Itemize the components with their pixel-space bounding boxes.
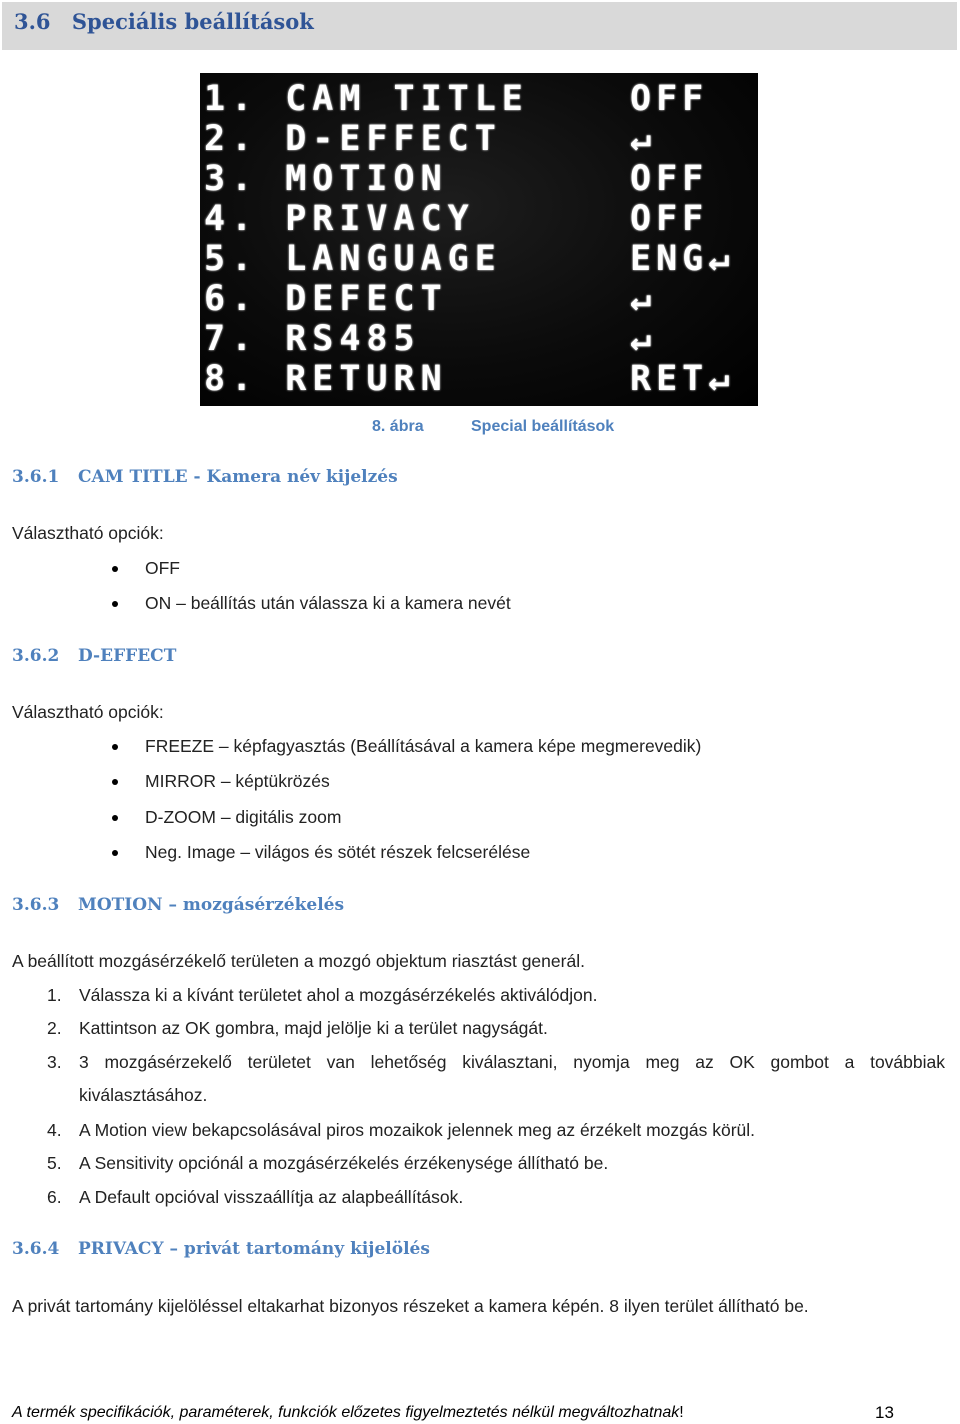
step-number: 6.	[47, 1187, 62, 1207]
osd-menu-photo	[200, 73, 758, 406]
step-number: 2.	[47, 1018, 62, 1038]
motion-intro: A beállított mozgásérzékelő területen a mozgó objektum riasztást generál.	[12, 951, 585, 971]
osd-row-label: 5. LANGUAGE	[204, 239, 502, 279]
step-text: 3 mozgásérzekelő területet van lehetőség kiválasztani, nyomja meg az OK gombot a továbbiak	[79, 1052, 945, 1072]
osd-row	[200, 359, 758, 399]
osd-row-label: 6. DEFECT	[204, 279, 448, 319]
osd-row	[200, 119, 758, 159]
subsection-number: 3.6.3	[12, 895, 60, 915]
bullet-dot	[112, 566, 118, 572]
osd-row-value: OFF	[630, 199, 709, 239]
bullet-dot	[112, 779, 118, 785]
subsection-heading	[12, 467, 398, 487]
step-text: A Motion view bekapcsolásával piros mozaikok jelennek meg az érzékelt mozgás körül.	[79, 1120, 756, 1140]
option-item: MIRROR – képtükrözés	[145, 771, 330, 791]
footer-disclaimer	[12, 1404, 684, 1422]
bullet-dot	[112, 815, 118, 821]
option-item: FREEZE – képfagyasztás (Beállításával a kamera képe megmerevedik)	[145, 736, 702, 756]
osd-row-label: 4. PRIVACY	[204, 199, 475, 239]
osd-row	[200, 79, 758, 119]
step-number: 1.	[47, 985, 62, 1005]
osd-row-value: RET↵	[630, 359, 735, 399]
osd-row-value: OFF	[630, 79, 709, 119]
osd-row-label: 7. RS485	[204, 319, 421, 359]
bullet-dot	[112, 850, 118, 856]
figure-number: 8. ábra	[372, 418, 424, 435]
osd-row-value: OFF	[630, 159, 709, 199]
step-text: Válassza ki a kívánt területet ahol a mozgásérzékelés aktiválódjon.	[79, 985, 598, 1005]
step-number: 5.	[47, 1153, 62, 1173]
figure-caption: Special beállítások	[471, 418, 615, 435]
osd-row	[200, 319, 758, 359]
osd-row-label: 8. RETURN	[204, 359, 448, 399]
osd-row	[200, 279, 758, 319]
subsection-number: 3.6.4	[12, 1239, 60, 1259]
subsection-title: CAM TITLE - Kamera név kijelzés	[78, 467, 398, 487]
step-text: A Sensitivity opciónál a mozgásérzékelés érzékenysége állítható be.	[79, 1153, 609, 1173]
section-title	[14, 9, 314, 34]
step-text-continued: kiválasztásához.	[79, 1085, 208, 1105]
options-intro: Választható opciók:	[12, 702, 164, 722]
section-number: 3.6	[14, 9, 51, 34]
section-title-text: Speciális beállítások	[71, 9, 314, 34]
option-item: OFF	[145, 558, 180, 578]
step-text: Kattintson az OK gombra, majd jelölje ki a terület nagyságát.	[79, 1018, 548, 1038]
subsection-title: PRIVACY – privát tartomány kijelölés	[78, 1239, 430, 1259]
footer-exclamation: !	[679, 1404, 684, 1421]
bullet-dot	[112, 601, 118, 607]
subsection-title: MOTION – mozgásérzékelés	[78, 895, 345, 915]
bullet-dot	[112, 744, 118, 750]
step-text: A Default opcióval visszaállítja az alapbeállítások.	[79, 1187, 464, 1207]
osd-row-label: 2. D-EFFECT	[204, 119, 502, 159]
section-header-bar	[2, 2, 957, 50]
option-item: D-ZOOM – digitális zoom	[145, 807, 342, 827]
osd-row-value: ↵	[630, 279, 657, 319]
step-number: 3.	[47, 1052, 62, 1072]
page-number: 13	[875, 1403, 894, 1422]
subsection-number: 3.6.1	[12, 467, 60, 487]
options-intro: Választható opciók:	[12, 523, 164, 543]
footer-disclaimer-text: A termék specifikációk, paraméterek, funkciók előzetes figyelmeztetés nélkül megváltozhatnak	[12, 1404, 680, 1421]
osd-row-value: ↵	[630, 119, 657, 159]
osd-row-label: 1. CAM TITLE	[204, 79, 529, 119]
subsection-heading	[12, 895, 344, 915]
osd-row	[200, 159, 758, 199]
option-item: ON – beállítás után válassza ki a kamera nevét	[145, 593, 511, 613]
osd-row	[200, 199, 758, 239]
subsection-title: D-EFFECT	[78, 646, 177, 666]
osd-row	[200, 239, 758, 279]
subsection-heading	[12, 646, 176, 666]
osd-row-value: ENG↵	[630, 239, 735, 279]
option-item: Neg. Image – világos és sötét részek felcserélése	[145, 842, 531, 862]
subsection-number: 3.6.2	[12, 646, 60, 666]
subsection-heading	[12, 1239, 430, 1259]
step-number: 4.	[47, 1120, 62, 1140]
osd-row-value: ↵	[630, 319, 657, 359]
privacy-text: A privát tartomány kijelöléssel eltakarhat bizonyos részeket a kamera képén. 8 ilyen terület állítható be.	[12, 1296, 809, 1316]
osd-row-label: 3. MOTION	[204, 159, 448, 199]
